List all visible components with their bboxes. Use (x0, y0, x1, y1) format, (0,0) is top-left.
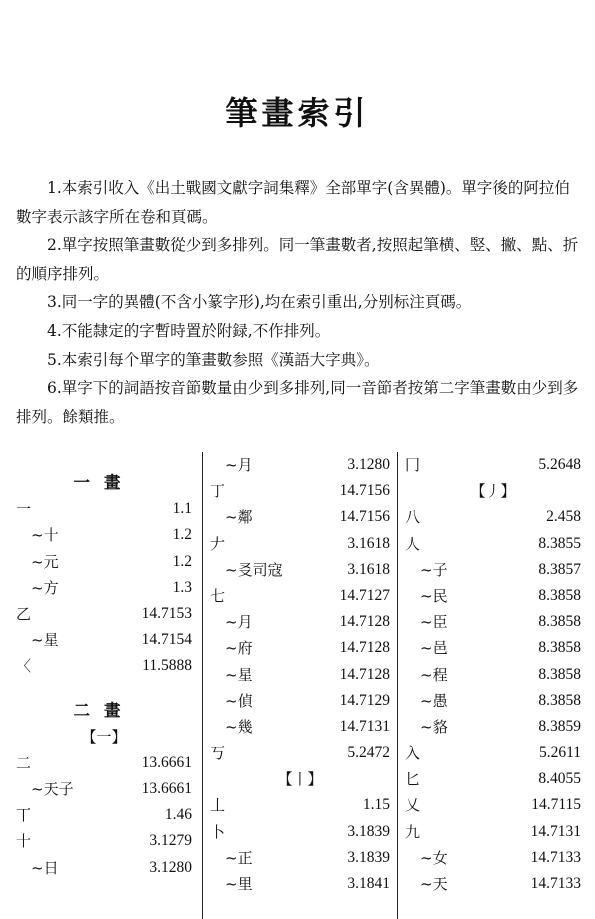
page-reference: 1.3 (172, 578, 192, 596)
page-reference: 5.2611 (538, 744, 581, 762)
index-entry (16, 601, 192, 627)
page-reference: 8.3857 (538, 560, 581, 578)
entry-word: ~子 (420, 560, 448, 579)
page-title: 筆畫索引 (225, 94, 370, 132)
page-reference: 3.1839 (347, 848, 390, 866)
index-subentry (210, 662, 390, 688)
stroke-category-heading: 【丿】 (470, 482, 516, 501)
entry-word: ~月 (225, 456, 253, 474)
index-subentry (405, 609, 581, 635)
entry-word: 丁 (210, 482, 226, 501)
page-reference: 14.7156 (339, 482, 390, 500)
page-reference: 8.3858 (538, 613, 581, 631)
page-reference: 14.7127 (339, 586, 390, 604)
entry-word: 冂 (405, 456, 421, 474)
index-subentry (210, 504, 390, 530)
entry-word: 丂 (210, 744, 226, 763)
entry-word: 人 (405, 534, 421, 553)
index-entry (16, 828, 192, 854)
page-reference: 14.7154 (141, 631, 192, 649)
page-reference: 3.1839 (347, 822, 390, 840)
page-reference: 1.2 (172, 526, 192, 544)
entry-word: ~幾 (225, 717, 253, 736)
page-reference: 14.7133 (530, 848, 581, 866)
index-subentry (405, 635, 581, 661)
entry-word: ~星 (225, 665, 253, 684)
entry-word: ~里 (225, 875, 253, 893)
page-reference: 1.2 (172, 552, 192, 570)
index-subentry (405, 583, 581, 609)
page-reference: 8.4055 (538, 770, 581, 788)
page-reference: 8.3859 (538, 717, 581, 735)
entry-word: 二 (16, 753, 32, 772)
entry-word: ~貉 (420, 717, 448, 736)
entry-word: ~日 (31, 858, 59, 877)
index-entry (405, 531, 581, 557)
index-subentry (405, 688, 581, 714)
entry-word: 乙 (16, 604, 32, 623)
entry-word: 入 (405, 744, 421, 763)
index-column-2 (210, 452, 390, 897)
index-subentry (16, 776, 192, 802)
index-entry (16, 653, 192, 679)
entry-word: 卜 (210, 822, 226, 841)
spacer (16, 680, 192, 698)
index-column-1 (16, 452, 192, 881)
page-reference: 13.6661 (141, 780, 192, 798)
page-reference: 13.6661 (141, 753, 192, 771)
index-entry (405, 766, 581, 792)
page-reference: 14.7128 (339, 639, 390, 657)
index-entry (210, 531, 390, 557)
entry-word: 丄 (210, 796, 226, 815)
entry-word: ~正 (225, 848, 253, 867)
note-4: 4.不能隸定的字暫時置於附録,不作排列。 (47, 321, 331, 340)
index-entry (210, 819, 390, 845)
index-entry (405, 452, 581, 478)
index-subentry (210, 871, 390, 897)
stroke-category-heading: 【丨】 (277, 770, 323, 789)
entry-word: ~天子 (31, 780, 74, 799)
entry-word: ~臣 (420, 613, 448, 632)
entry-word: 丅 (16, 806, 32, 825)
index-subentry (16, 549, 192, 575)
index-entry (405, 792, 581, 818)
index-subentry (210, 688, 390, 714)
index-subentry (210, 452, 390, 478)
index-entry (210, 792, 390, 818)
note-2: 2.單字按照筆畫數從少到多排列。同一筆畫數者,按照起筆横、竪、撇、點、折的順序排列。 (16, 236, 579, 283)
note-5: 5.本索引每个單字的筆畫數参照《漢語大字典》。 (47, 350, 380, 369)
page-reference: 8.3855 (538, 534, 581, 552)
index-columns (0, 452, 595, 919)
page-reference: 14.7131 (339, 717, 390, 735)
entry-word: 十 (16, 832, 32, 851)
index-subentry (16, 575, 192, 601)
page-reference: 14.7153 (141, 604, 192, 622)
page-reference: 5.2648 (538, 456, 581, 473)
entry-word: ~天 (420, 875, 448, 893)
entry-word: ~方 (31, 578, 59, 597)
entry-word: 乂 (405, 796, 421, 815)
index-subentry (16, 627, 192, 653)
index-subentry (210, 609, 390, 635)
entry-word: ~偵 (225, 691, 253, 710)
index-entry (210, 583, 390, 609)
index-column-3 (405, 452, 581, 897)
entry-word: 〈 (16, 657, 32, 676)
page-reference: 1.15 (362, 796, 390, 814)
page-reference: 2.458 (546, 508, 581, 526)
index-entry (210, 740, 390, 766)
page-reference: 8.3858 (538, 639, 581, 657)
page-reference: 14.7128 (339, 613, 390, 631)
page-reference: 14.7133 (530, 875, 581, 892)
index-subentry (405, 714, 581, 740)
note-6: 6.單字下的詞語按音節數量由少到多排列,同一音節者按第二字筆畫數由少到多排列。餘類推。 (16, 379, 579, 426)
entry-word: 𠂇 (210, 534, 226, 553)
index-subentry (16, 522, 192, 548)
page-reference: 11.5888 (142, 657, 192, 675)
entry-word: ~女 (420, 848, 448, 867)
page-reference: 8.3858 (538, 586, 581, 604)
entry-word: 匕 (405, 770, 421, 789)
page-reference: 8.3858 (538, 691, 581, 709)
usage-notes (16, 174, 582, 431)
index-entry (16, 802, 192, 828)
page-reference: 1.1 (172, 500, 192, 518)
stroke-count-heading: 一畫 (73, 473, 135, 492)
entry-word: ~月 (225, 613, 253, 632)
page-reference: 3.1618 (347, 534, 390, 552)
index-subentry (210, 557, 390, 583)
entry-word: ~民 (420, 586, 448, 605)
page-reference: 3.1279 (149, 832, 192, 850)
index-entry (405, 740, 581, 766)
entry-word: ~星 (31, 631, 59, 650)
entry-word: ~程 (420, 665, 448, 684)
index-subentry (405, 871, 581, 897)
index-subentry (405, 662, 581, 688)
page-reference: 14.7115 (531, 796, 581, 814)
index-subentry (16, 855, 192, 881)
index-entry (210, 478, 390, 504)
note-1: 1.本索引收入《出土戰國文獻字詞集釋》全部單字(含異體)。單字後的阿拉伯數字表示該字所在卷和頁碼。 (16, 179, 570, 226)
page-reference: 14.7131 (530, 822, 581, 840)
index-subentry (405, 845, 581, 871)
page-reference: 3.1618 (347, 560, 390, 578)
page-reference: 3.1280 (347, 456, 390, 473)
index-subentry (210, 845, 390, 871)
page-reference: 14.7128 (339, 665, 390, 683)
page-reference: 3.1841 (347, 875, 390, 892)
index-subentry (210, 635, 390, 661)
entry-word: ~鄰 (225, 508, 253, 527)
entry-word: ~十 (31, 526, 59, 545)
index-entry (16, 496, 192, 522)
entry-word: 七 (210, 586, 226, 605)
page-reference: 1.46 (164, 806, 192, 824)
spacer (16, 452, 192, 470)
entry-word: ~邑 (420, 639, 448, 658)
entry-word: 一 (16, 500, 32, 519)
index-entry (405, 504, 581, 530)
entry-word: ~府 (225, 639, 253, 658)
index-entry (405, 819, 581, 845)
page-reference: 3.1280 (149, 858, 192, 876)
page-reference: 14.7156 (339, 508, 390, 526)
page-reference: 8.3858 (538, 665, 581, 683)
index-subentry (405, 557, 581, 583)
index-subentry (210, 714, 390, 740)
stroke-category-heading: 【一】 (81, 727, 127, 746)
entry-word: 九 (405, 822, 421, 841)
entry-word: ~㕛司寇 (225, 560, 283, 579)
stroke-count-heading: 二畫 (73, 700, 135, 720)
index-entry (16, 750, 192, 776)
entry-word: 八 (405, 508, 421, 527)
entry-word: ~元 (31, 552, 59, 571)
note-3: 3.同一字的異體(不含小篆字形),均在索引重出,分别标注頁碼。 (47, 293, 472, 312)
entry-word: ~愚 (420, 691, 448, 710)
page-reference: 14.7129 (339, 691, 390, 709)
page-reference: 5.2472 (347, 744, 390, 762)
